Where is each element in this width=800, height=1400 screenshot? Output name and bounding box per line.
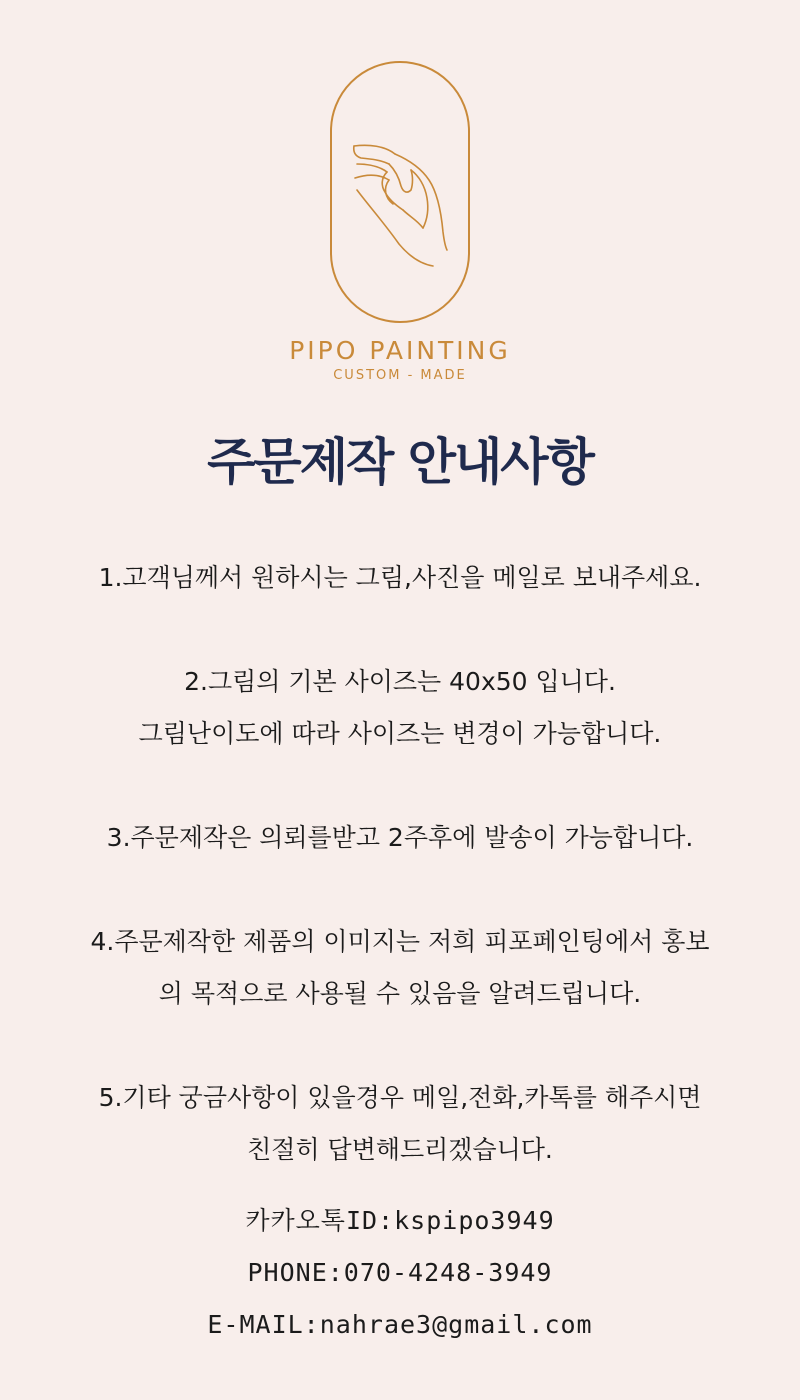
notice-item-3 bbox=[0, 812, 800, 864]
hand-icon bbox=[329, 60, 471, 324]
brand-subtitle: CUSTOM - MADE bbox=[333, 368, 467, 383]
phone-number: PHONE:070-4248-3949 bbox=[247, 1258, 553, 1287]
notice-line: 3.주문제작은 의뢰를받고 2주후에 발송이 가능합니다. bbox=[106, 823, 694, 852]
brand-logo bbox=[0, 60, 800, 384]
notice-item-5 bbox=[0, 1072, 800, 1176]
notice-line: 친절히 답변해드리겠습니다. bbox=[247, 1135, 553, 1164]
notice-item-4 bbox=[0, 916, 800, 1020]
notice-line: 2.그림의 기본 사이즈는 40x50 입니다. bbox=[184, 667, 616, 696]
notice-line: 5.기타 궁금사항이 있을경우 메일,전화,카톡를 해주시면 bbox=[98, 1083, 702, 1112]
notice-line: 의 목적으로 사용될 수 있음을 알려드립니다. bbox=[158, 979, 642, 1008]
notice-line: 4.주문제작한 제품의 이미지는 저희 피포페인팅에서 홍보 bbox=[90, 927, 710, 956]
notice-line: 그림난이도에 따라 사이즈는 변경이 가능합니다. bbox=[138, 719, 662, 748]
notice-line: 1.고객님께서 원하시는 그림,사진을 메일로 보내주세요. bbox=[98, 563, 702, 592]
brand-name: PIPO PAINTING bbox=[289, 336, 511, 365]
contact-info bbox=[0, 1195, 800, 1351]
email-address: E-MAIL:nahrae3@gmail.com bbox=[207, 1310, 593, 1339]
notice-list bbox=[0, 552, 800, 1228]
page-title: 주문제작 안내사항 bbox=[207, 433, 593, 491]
kakao-id: 카카오톡ID:kspipo3949 bbox=[245, 1206, 555, 1235]
notice-item-2 bbox=[0, 656, 800, 760]
notice-item-1 bbox=[0, 552, 800, 604]
